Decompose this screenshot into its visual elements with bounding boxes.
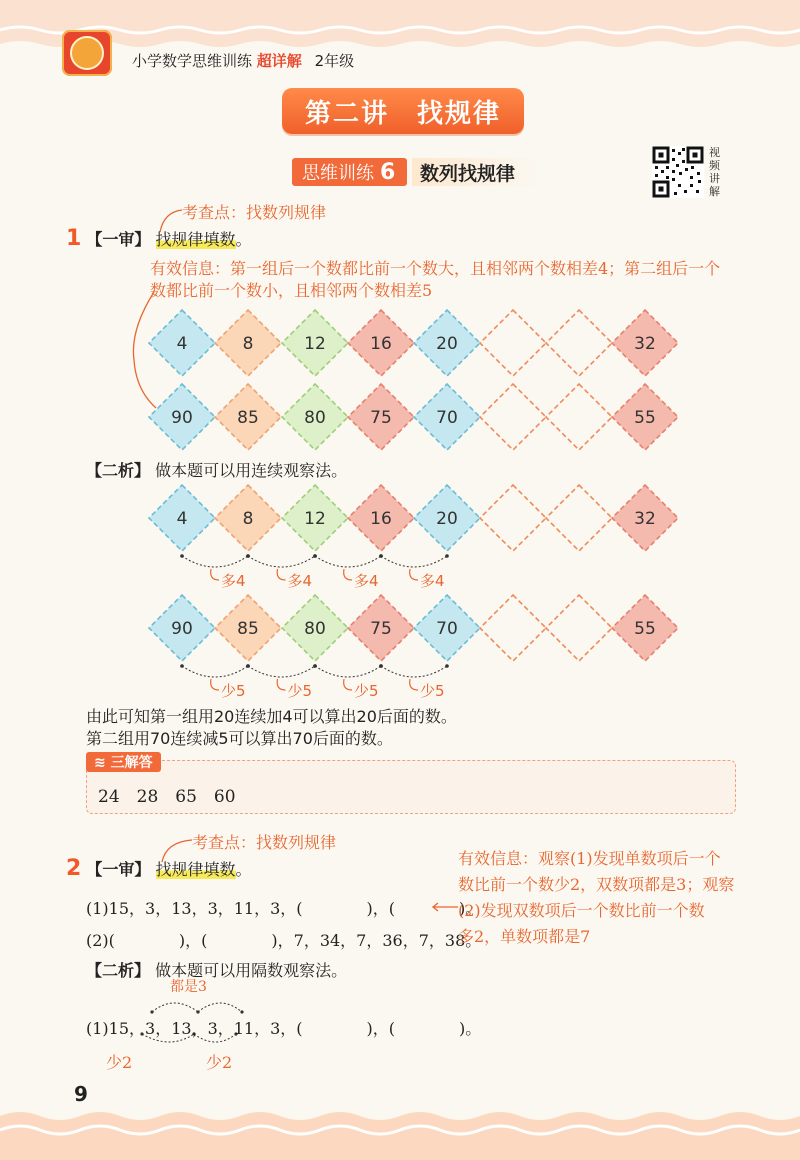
row1-diamond (546, 310, 612, 376)
training-tag-label: 思维训练 (302, 163, 374, 184)
q1-conclusion2: 第二组用70连续减5可以算出70后面的数。 (86, 729, 393, 748)
q2-key-point: 考查点：找数列规律 (192, 833, 337, 852)
diff2-label: 少5 (420, 682, 445, 700)
row1-analysis-value: 32 (634, 509, 656, 529)
q1-step2-label: 【二析】 (86, 461, 151, 480)
qr-label-char: 视 (709, 146, 720, 159)
q2-info-line: (2)发现双数项后一个数比前一个数 (458, 901, 705, 920)
q2-info-line: 数比前一个数少2，双数项都是3；观察 (458, 875, 735, 894)
q2-analysis-line (86, 958, 347, 981)
diff1-hook (410, 569, 418, 580)
diff1-arc (315, 556, 381, 567)
row2-analysis-value: 55 (634, 619, 656, 639)
row2-analysis-value: 90 (171, 619, 193, 639)
diff1-label: 多4 (420, 572, 445, 590)
q1-task-end: 。 (235, 230, 252, 249)
row1-value: 12 (304, 334, 326, 354)
diff2-dot (313, 664, 317, 668)
q2-step2-label: 【二析】 (86, 961, 151, 980)
diff1-arc (381, 556, 447, 567)
row2-analysis-value: 70 (436, 619, 458, 639)
row2-value: 85 (237, 408, 259, 428)
q2-seq1-again: (1)15，3，13，3，11，3，( )，( )。 (86, 1019, 482, 1038)
diff2-arc (248, 666, 315, 677)
q2-step1-label: 【一审】 (86, 860, 151, 879)
row1-value: 32 (634, 334, 656, 354)
row2-analysis-value: 75 (370, 619, 392, 639)
diff2-dot (379, 664, 383, 668)
diff1-hook (211, 569, 219, 580)
row1-analysis-value: 4 (176, 509, 188, 529)
diff1-label: 多4 (354, 572, 379, 590)
row2-diamond (546, 384, 612, 450)
q2-seq1: (1)15，3，13，3，11，3，( )，( )。 (86, 899, 482, 918)
row1-analysis-diamond (546, 485, 612, 551)
q1-number: 1 (66, 226, 82, 251)
footer-wave (0, 1100, 800, 1160)
q2-task-end: 。 (235, 860, 252, 879)
row2-analysis-value: 85 (237, 619, 259, 639)
diff1-dot (379, 554, 383, 558)
diff1-arc (182, 556, 248, 567)
q2-number: 2 (66, 856, 82, 881)
diff2-label: 少5 (287, 682, 313, 700)
row2-value: 90 (171, 408, 193, 428)
q1-task: 找规律填数 (155, 230, 236, 249)
diff2-dot (246, 664, 250, 668)
row1-value: 16 (370, 334, 392, 354)
row2-analysis-value: 80 (304, 619, 326, 639)
row2-value: 80 (304, 408, 326, 428)
qr-label-char: 频 (709, 159, 720, 172)
diff1-dot (246, 554, 250, 558)
q2-info-pointer (430, 900, 460, 914)
diff1-hook (344, 569, 352, 580)
q2-analysis: 做本题可以用隔数观察法。 (155, 961, 348, 980)
q1-step1-label: 【一审】 (86, 230, 151, 249)
row2-analysis-diamond (546, 595, 612, 661)
qr-label-char: 解 (709, 185, 720, 198)
row2-value: 55 (634, 408, 656, 428)
row1-analysis-diamond (480, 485, 546, 551)
q1-analysis: 做本题可以用连续观察法。 (155, 461, 348, 480)
row2-value: 70 (436, 408, 458, 428)
q1-info-line1: 有效信息：第一组后一个数都比前一个数大，且相邻两个数相差4；第二组后一个 (150, 259, 721, 278)
diff1-dot (180, 554, 184, 558)
diff2-hook (211, 679, 219, 690)
row1-value: 8 (242, 334, 254, 354)
diff2-arc (182, 666, 248, 677)
q1-conclusion1: 由此可知第一组用20连续加4可以算出20后面的数。 (86, 707, 457, 726)
q1-answer: 24 28 65 60 (98, 787, 236, 807)
training-title: 数列找规律 (412, 158, 541, 186)
row1-analysis-value: 16 (370, 509, 392, 529)
diff2-hook (410, 679, 418, 690)
diff2-hook (277, 679, 285, 690)
row1-diamond (480, 310, 546, 376)
q2-info-line: 有效信息：观察(1)发现单数项后一个 (458, 849, 721, 868)
q1-info-line2: 数都比前一个数小，且相邻两个数相差5 (150, 281, 433, 300)
diff2-arc (315, 666, 381, 677)
row1-value: 20 (436, 334, 458, 354)
row1-analysis-value: 8 (242, 509, 254, 529)
q2-info-block (458, 846, 748, 950)
q1-key-point: 考查点：找数列规律 (182, 203, 327, 222)
row2-analysis-diamond (480, 595, 546, 661)
lesson-title: 第二讲 找规律 (282, 88, 524, 134)
q2-note-bottom-1: 少2 (106, 1053, 133, 1072)
q2-note-bottom-2: 少2 (206, 1053, 233, 1072)
diff1-hook (277, 569, 285, 580)
diff2-arc (381, 666, 447, 677)
diff2-dot (445, 664, 449, 668)
diff2-label: 少5 (354, 682, 379, 700)
diff1-dot (313, 554, 317, 558)
q2-seq2: (2)( )，( )，7，34，7，36，7，38。 (86, 931, 482, 950)
diff1-label: 多4 (221, 572, 246, 590)
row1-value: 4 (176, 334, 188, 354)
diff2-dot (180, 664, 184, 668)
q2-line (66, 856, 252, 881)
q2-note-top: 都是3 (170, 979, 207, 995)
training-number: 6 (380, 159, 396, 185)
row1-analysis-value: 12 (304, 509, 326, 529)
diff1-label: 多4 (287, 572, 313, 590)
diff2-label: 少5 (221, 682, 246, 700)
q2-task: 找规律填数 (155, 860, 236, 879)
row2-diamond (480, 384, 546, 450)
q2-info-line: 多2，单数项都是7 (458, 927, 591, 946)
row2-value: 75 (370, 408, 392, 428)
page-number: 9 (74, 1082, 88, 1106)
diff1-arc (248, 556, 315, 567)
series-name: 小学数学思维训练 (132, 52, 253, 70)
series-highlight: 超详解 (256, 52, 302, 70)
row1-analysis-value: 20 (436, 509, 458, 529)
qr-label-char: 讲 (709, 172, 720, 185)
answer-tag: ≋ 三解答 (86, 752, 161, 772)
q1-analysis-line (86, 458, 347, 481)
diff2-hook (344, 679, 352, 690)
diff1-dot (445, 554, 449, 558)
grade-label: 2年级 (314, 52, 355, 70)
